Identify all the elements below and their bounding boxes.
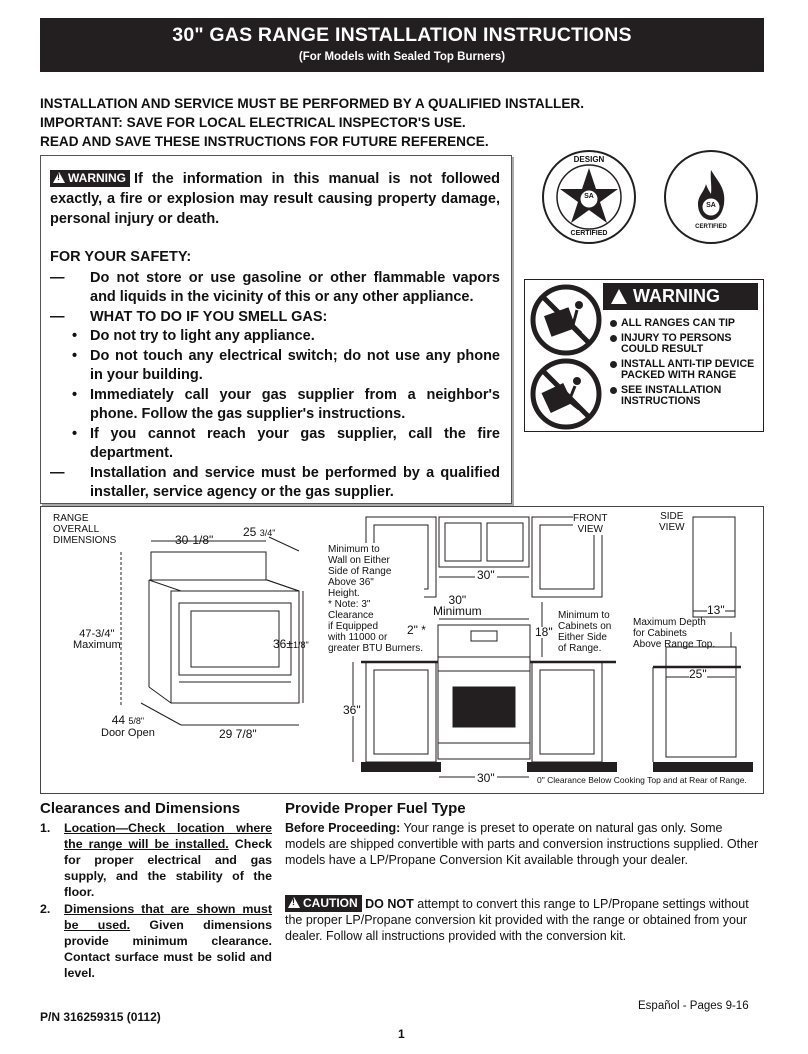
caution-paragraph: !CAUTION DO NOT attempt to convert this range to LP/Propane settings without the proper LP/Propane conversion kit provided with the range or obtained from your dealer. Follow all instructions provided with the conversion kit.	[285, 895, 765, 944]
two-inch-label: 2" *	[407, 623, 426, 637]
cabinet-width-30-label: 30"	[477, 568, 495, 582]
warning-lead	[50, 169, 500, 229]
spanish-pages-note: Español - Pages 9-16	[638, 1000, 749, 1012]
safety-item-3: — Installation and service must be performed by a qualified installer, service agency or the gas supplier.	[50, 464, 500, 500]
safety-title: FOR YOUR SAFETY:	[50, 249, 192, 265]
clearance-item-1: 1. Location—Check location where the range will be installed. Check for proper electrical and gas supply, and the stability of the floor.	[40, 821, 272, 899]
intro-line-2: IMPORTANT: SAVE FOR LOCAL ELECTRICAL INSPECTOR'S USE.	[40, 115, 466, 130]
max-depth-note: Maximum Depth for Cabinets Above Range Top.	[633, 617, 716, 650]
caution-badge: !CAUTION	[285, 895, 362, 912]
height-47-3-4-label: 47-3/4" Maximum	[73, 628, 121, 651]
thirteen-inch-label: 13"	[707, 603, 725, 617]
bottom-30-label: 30"	[477, 771, 495, 785]
seal-mark: SA	[584, 193, 594, 200]
page-title: 30" GAS RANGE INSTALLATION INSTRUCTIONS	[172, 24, 632, 46]
seal-mark: SA	[706, 202, 716, 209]
before-proceeding-label: Before Proceeding:	[285, 821, 401, 835]
fire-warning-box	[40, 155, 512, 504]
tip-warning-item: ALL RANGES CAN TIP	[609, 318, 763, 329]
part-number: P/N 316259315 (0112)	[40, 1010, 161, 1024]
side-view-label: SIDE VIEW	[659, 511, 685, 533]
clearance-item-2: 2. Dimensions that are shown must be used. Given dimensions provide minimum clearance. Contact surface must be solid and level.	[40, 902, 272, 980]
tip-warning-list	[609, 318, 763, 411]
height-36-1-8-label: 36±1/8"	[273, 637, 309, 651]
tip-warning-item: INSTALL ANTI-TIP DEVICE PACKED WITH RANGE	[609, 359, 763, 381]
alert-triangle-icon	[611, 289, 627, 304]
intro-line-3: READ AND SAVE THESE INSTRUCTIONS FOR FUTURE REFERENCE.	[40, 134, 489, 149]
seal-bottom-text: CERTIFIED	[570, 230, 608, 237]
clearances-list	[40, 820, 272, 982]
alert-triangle-icon	[288, 897, 300, 908]
safety-item-1: — Do not store or use gasoline or other flammable vapors and liquids in the vicinity of this or any other appliance.	[50, 269, 500, 305]
clearances-title: Clearances and Dimensions	[40, 800, 241, 817]
tip-warning-item: SEE INSTALLATION INSTRUCTIONS	[609, 385, 763, 407]
safety-subitem-2: • Do not touch any electrical switch; do not use any phone in your building.	[72, 347, 500, 383]
min-30-label: 30" Minimum	[433, 593, 482, 618]
depth-25-3-4-label: 25 3/4"	[243, 525, 276, 539]
eighteen-inch-label: 18"	[535, 625, 553, 639]
min-wall-note: Minimum to Wall on Either Side of Range Above 36" Height. * Note: 3" Clearance if Equipped with 11000 or greater BTU Burners.	[328, 544, 424, 654]
no-tipping-icon	[529, 283, 603, 357]
safety-section	[50, 248, 500, 503]
page-number: 1	[398, 1027, 405, 1041]
safety-subitem-1: • Do not try to light any appliance.	[72, 328, 315, 344]
page-subtitle: (For Models with Sealed Top Burners)	[298, 51, 506, 63]
certified-flame-seal	[664, 150, 758, 244]
range-tipping-icon	[529, 357, 603, 431]
warning-badge: !WARNING	[50, 170, 130, 187]
anti-tip-warning	[524, 279, 764, 432]
fuel-type-paragraph: Before Proceeding: Your range is preset to operate on natural gas only. Some models are shipped convertible with parts and conversion instructions supplied. Other models have a LP/Propane Conversion Kit available through your dealer.	[285, 821, 759, 867]
safety-item-2: — WHAT TO DO IF YOU SMELL GAS:	[50, 308, 328, 325]
range-overall-label: RANGE OVERALL DIMENSIONS	[53, 513, 117, 546]
alert-triangle-icon	[53, 172, 65, 183]
depth-29-7-8-label: 29 7/8"	[219, 727, 257, 741]
door-open-label: 44 5/8" Door Open	[101, 713, 155, 739]
warning-lead-text: If the information in this manual is not followed exactly, a fire or explosion may result causing property damage, personal injury or death.	[50, 171, 500, 227]
seal-bottom-text: CERTIFIED	[695, 224, 727, 230]
tip-warning-title: WARNING	[603, 283, 758, 310]
safety-subitem-3: • Immediately call your gas supplier from a neighbor's phone. Follow the gas supplier's instructions.	[72, 386, 500, 422]
safety-subitem-4: • If you cannot reach your gas supplier, call the fire department.	[72, 425, 500, 461]
dimensions-diagram	[40, 506, 764, 794]
seal-top-text: DESIGN	[573, 155, 605, 164]
thirtysix-inch-label: 36"	[343, 703, 361, 717]
front-view-label: FRONT VIEW	[573, 513, 608, 535]
design-certified-seal	[542, 150, 636, 244]
intro-notice	[40, 94, 770, 151]
min-cabinets-note: Minimum to Cabinets on Either Side of Range.	[558, 610, 612, 654]
intro-line-1: INSTALLATION AND SERVICE MUST BE PERFORMED BY A QUALIFIED INSTALLER.	[40, 96, 585, 111]
header-banner	[40, 18, 764, 72]
twentyfive-inch-label: 25"	[689, 667, 707, 681]
width-30-1-8-label: 30-1/8"	[175, 533, 214, 547]
zero-clearance-note: 0" Clearance Below Cooking Top and at Rear of Range.	[537, 775, 747, 785]
fuel-type-title: Provide Proper Fuel Type	[285, 800, 466, 817]
tip-warning-item: INJURY TO PERSONS COULD RESULT	[609, 333, 763, 355]
